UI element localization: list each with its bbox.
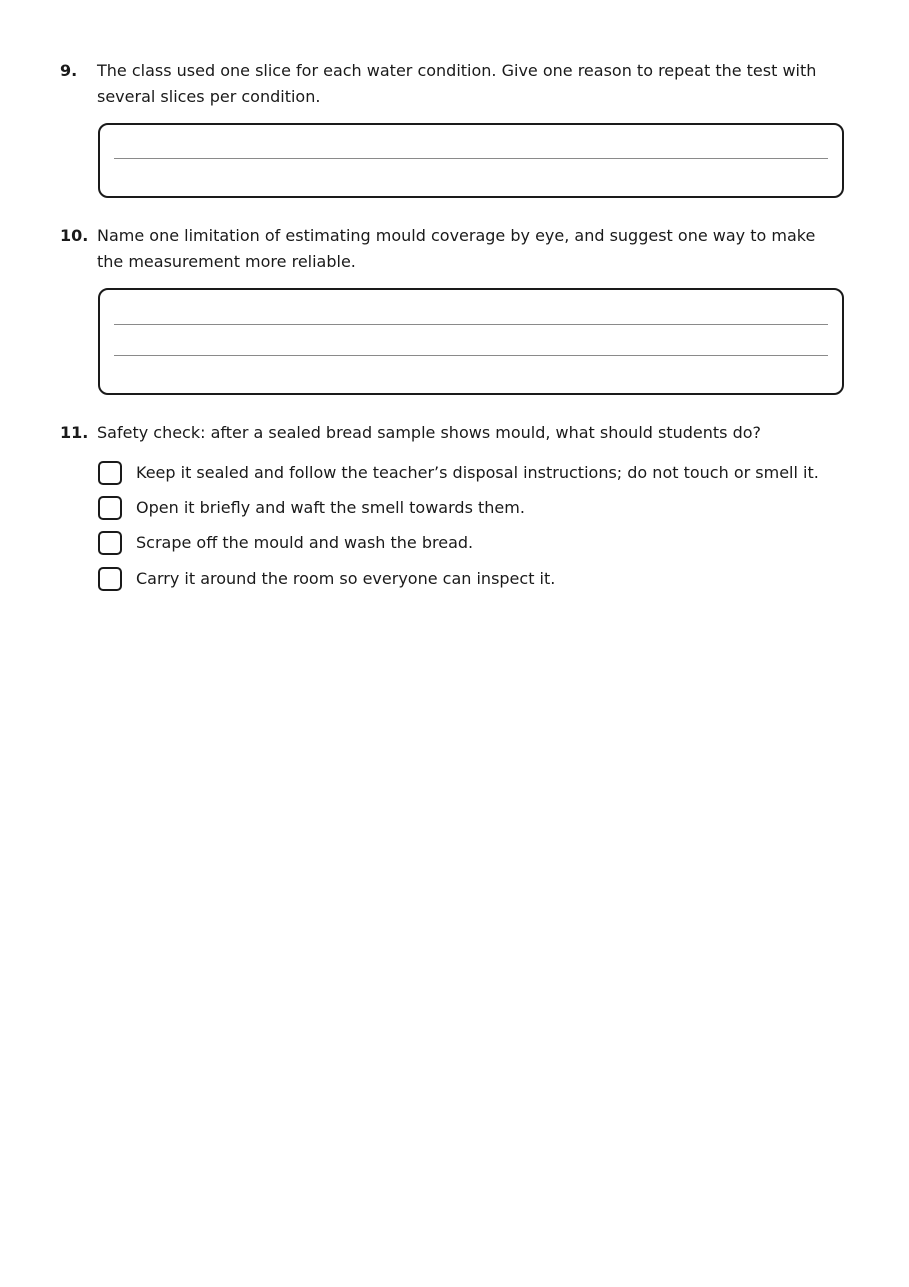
option-label: Carry it around the room so everyone can inspect it. — [136, 569, 556, 588]
answer-line — [114, 158, 828, 159]
checkbox[interactable] — [98, 567, 122, 591]
option-4[interactable] — [98, 566, 555, 592]
answer-box-q10[interactable] — [98, 288, 844, 395]
option-1[interactable] — [98, 460, 819, 486]
question-number: 11. — [60, 423, 89, 442]
checkbox[interactable] — [98, 531, 122, 555]
answer-box-q9[interactable] — [98, 123, 844, 198]
answer-line — [114, 324, 828, 325]
question-text: Safety check: after a sealed bread sample shows mould, what should students do? — [97, 423, 762, 442]
question-10 — [60, 223, 850, 275]
question-9 — [60, 58, 850, 110]
option-label: Scrape off the mould and wash the bread. — [136, 533, 474, 552]
option-3[interactable] — [98, 530, 473, 556]
option-2[interactable] — [98, 495, 525, 521]
checkbox[interactable] — [98, 496, 122, 520]
question-text: The class used one slice for each water condition. Give one reason to repeat the test with several slices per condition. — [97, 61, 817, 106]
question-11 — [60, 420, 850, 446]
checkbox[interactable] — [98, 461, 122, 485]
option-label: Open it briefly and waft the smell towards them. — [136, 498, 525, 517]
question-text: Name one limitation of estimating mould coverage by eye, and suggest one way to make the measurement more reliable. — [97, 226, 816, 271]
answer-line — [114, 355, 828, 356]
option-label: Keep it sealed and follow the teacher’s disposal instructions; do not touch or smell it. — [136, 463, 819, 482]
question-number: 9. — [60, 61, 78, 80]
question-number: 10. — [60, 226, 89, 245]
